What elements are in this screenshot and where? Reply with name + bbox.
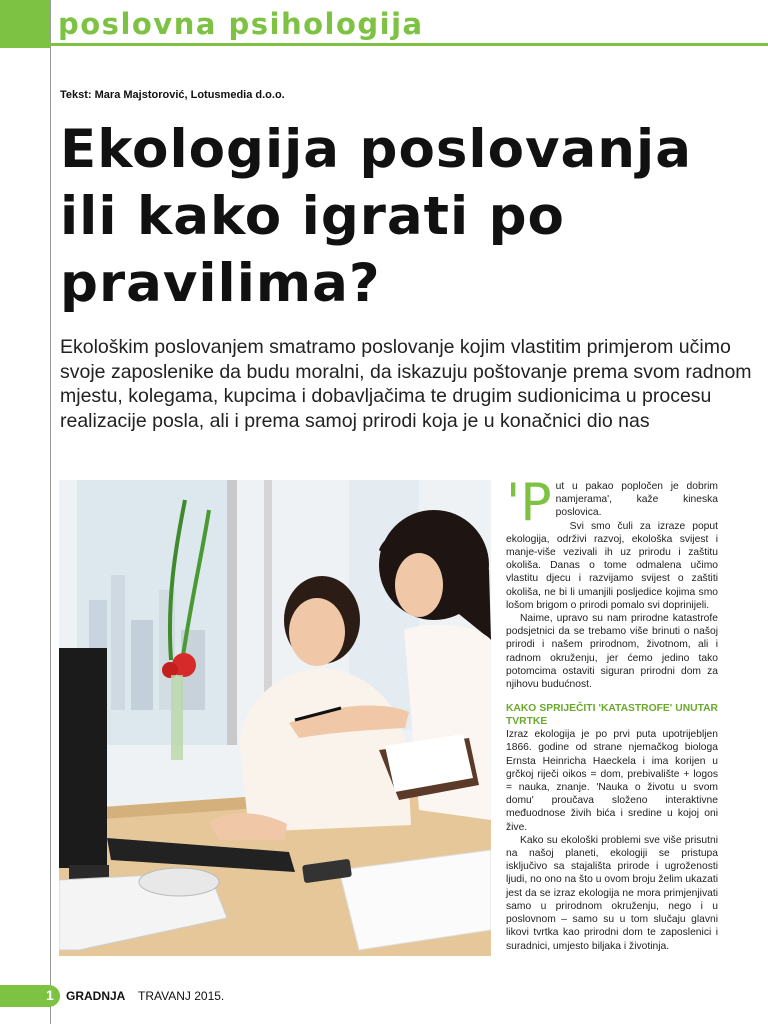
drop-cap-letter: P [520, 473, 552, 533]
section-color-block [0, 0, 50, 48]
section-title: poslovna psihologija [58, 7, 424, 41]
drop-cap [506, 473, 552, 533]
article-paragraph: Svi smo čuli za izraze poput ekologija, održivi razvoj, ekološka svijest i manje-više vezivali ih uz prirodu i zaštitu okoliša. Danas o tome odmalena učimo vlastitu djecu i razvijamo svijest o zaštiti okoliša, ne bi li umanjili posljedice kojima smo lošom brigom o prirodi pomalo svi doprinijeli. [506, 520, 718, 611]
headline-line: Ekologija poslovanja [60, 119, 692, 180]
section-header [0, 0, 768, 48]
article-subhead: KAKO SPRIJEČITI 'KATASTROFE' UNUTAR TVRTKE [506, 703, 718, 727]
article-body [506, 473, 718, 953]
article-paragraph-text: ut u pakao popločen je dobrim namjerama', kaže kineska poslovica. [555, 481, 718, 519]
drop-cap-quote: ' [506, 473, 521, 533]
magazine-name: GRADNJA [66, 989, 126, 1003]
section-rule [50, 43, 768, 46]
headline-line: ili kako igrati po [60, 186, 565, 247]
headline [60, 116, 760, 317]
article-paragraph: Izraz ekologija je po prvi puta upotrijebljen 1866. godine od strane njemačkog biologa Ernsta Heinricha Haeckela i ima korijen u grčkoj riječi oikos = dom, prebivalište + logos = nauka, znanje. 'Nauka o životu u svom domu' proučava složeno interaktivne međuodnose živih bića i sredine u kojoj oni žive. [506, 729, 718, 833]
page-number: 1 [46, 987, 54, 1003]
issue-date: TRAVANJ 2015. [138, 989, 225, 1003]
page-footer [0, 985, 768, 1007]
headline-line: pravilima? [60, 253, 381, 314]
lead-paragraph: Ekološkim poslovanjem smatramo poslovanje kojim vlastitim primjerom učimo svoje zaposlenike da budu moralni, da iskazuju poštovanje prema svom radnom mjestu, kolegama, kupcima i dobavljačima te drugim sudionicima u procesu realizacije posla, ali i prema samoj prirodi koja je u konačnici dio nas [60, 336, 752, 432]
office-photo [59, 480, 491, 956]
article-paragraph [506, 473, 718, 533]
margin-line [50, 0, 51, 1024]
article-paragraph: Kako su ekološki problemi sve više prisutni na našoj planeti, ekologiji se pristupa isključivo sa stajališta prirode i ugroženosti ljudi, no ono na što u ovom broju želim ukazati jest da se izraz ekologija ne mora primjenjivati samo u prirodnom okruženju, nego i u poslovnom – samo su u tom slučaju glavni likovi tvrtka kao prirodni dom te zaposlenici i suradnici, umjesto biljaka i životinja. [506, 834, 718, 952]
byline: Tekst: Mara Majstorović, Lotusmedia d.o.o. [60, 89, 285, 101]
article-paragraph: Naime, upravo su nam prirodne katastrofe podsjetnici da se trebamo više brinuti o našoj prirodi i našem prirodnom, životnom, ali i radnom okruženju, jer ćemo jedino tako potomcima ostaviti siguran prirodni dom za njihovu budućnost. [506, 613, 718, 691]
